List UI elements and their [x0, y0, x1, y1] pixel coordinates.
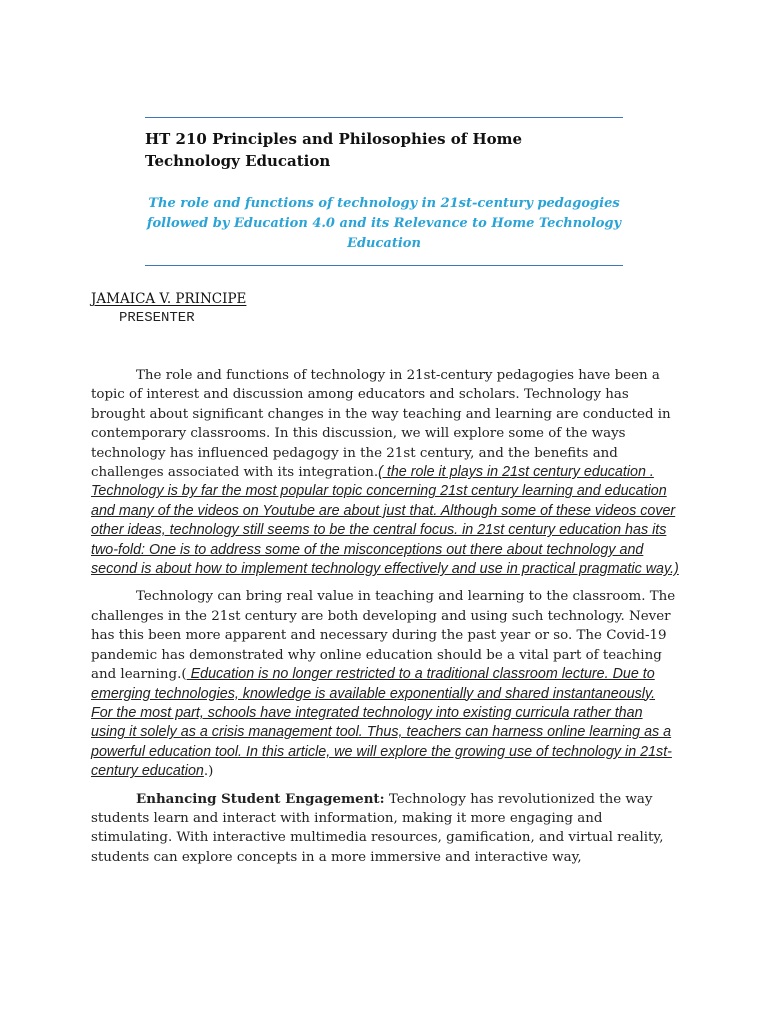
paragraph-1 — [91, 366, 680, 579]
paragraph-3 — [91, 790, 680, 868]
paragraph-2-text: Technology can bring real value in teaching and learning to the classroom. The challenges in the 21st century are both developing and using such technology. Never has this been more apparent and necessary during the past year or so. The Covid-19 pandemic has demonstrated why online education should be a vital part of teaching and learning.( — [91, 589, 676, 683]
paragraph-3-lead: Enhancing Student Engagement: — [136, 790, 385, 807]
paragraph-1-text: The role and functions of technology in 21st-century pedagogies have been a topic of interest and discussion among educators and scholars. Technology has brought about significant changes in the way teaching and learning are conducted in contemporary classrooms. In this discussion, we will explore some of the ways technology has influenced pedagogy in the 21st century, and the benefits and challenges associated with its integration. — [91, 368, 671, 481]
bottom-divider — [145, 265, 623, 266]
paragraph-2-citation: Education is no longer restricted to a traditional classroom lecture. Due to emerging technologies, knowledge is available exponentially and shared instantaneously. For the most part, schools have integrated technology into existing curricula rather than using it solely as a crisis management tool. Thus, teachers can harness online learning as a powerful education tool. In this article, we will explore the growing use of technology in 21st-century education — [91, 666, 672, 780]
presenter-name: JAMAICA V. PRINCIPE — [91, 291, 247, 307]
body-content — [91, 366, 680, 875]
paragraph-2-closing: .) — [203, 764, 214, 780]
presenter-role: PRESENTER — [119, 310, 195, 326]
paragraph-1-citation: ( the role it plays in 21st century education . Technology is by far the most popular topic concerning 21st century learning and education and many of the videos on Youtube are about just that. Although some of these videos cover other ideas, technology still seems to be the central focus. in 21st century education has its two-fold: One is to address some of the misconceptions out there about technology and second is about how to implement technology effectively and use in practical pragmatic way.) — [91, 464, 679, 578]
document-subtitle: The role and functions of technology in 21st-century pedagogies followed by Education 4.0 and its Relevance to Home Technology Education — [146, 196, 622, 251]
paragraph-3-text: Technology has revolutionized the way students learn and interact with information, making it more engaging and stimulating. With interactive multimedia resources, gamification, and virtual reality, students can explore concepts in a more immersive and interactive way, — [91, 791, 664, 865]
paragraph-2 — [91, 587, 680, 781]
top-divider — [145, 117, 623, 118]
document-title: HT 210 Principles and Philosophies of Home Technology Education — [145, 130, 523, 170]
